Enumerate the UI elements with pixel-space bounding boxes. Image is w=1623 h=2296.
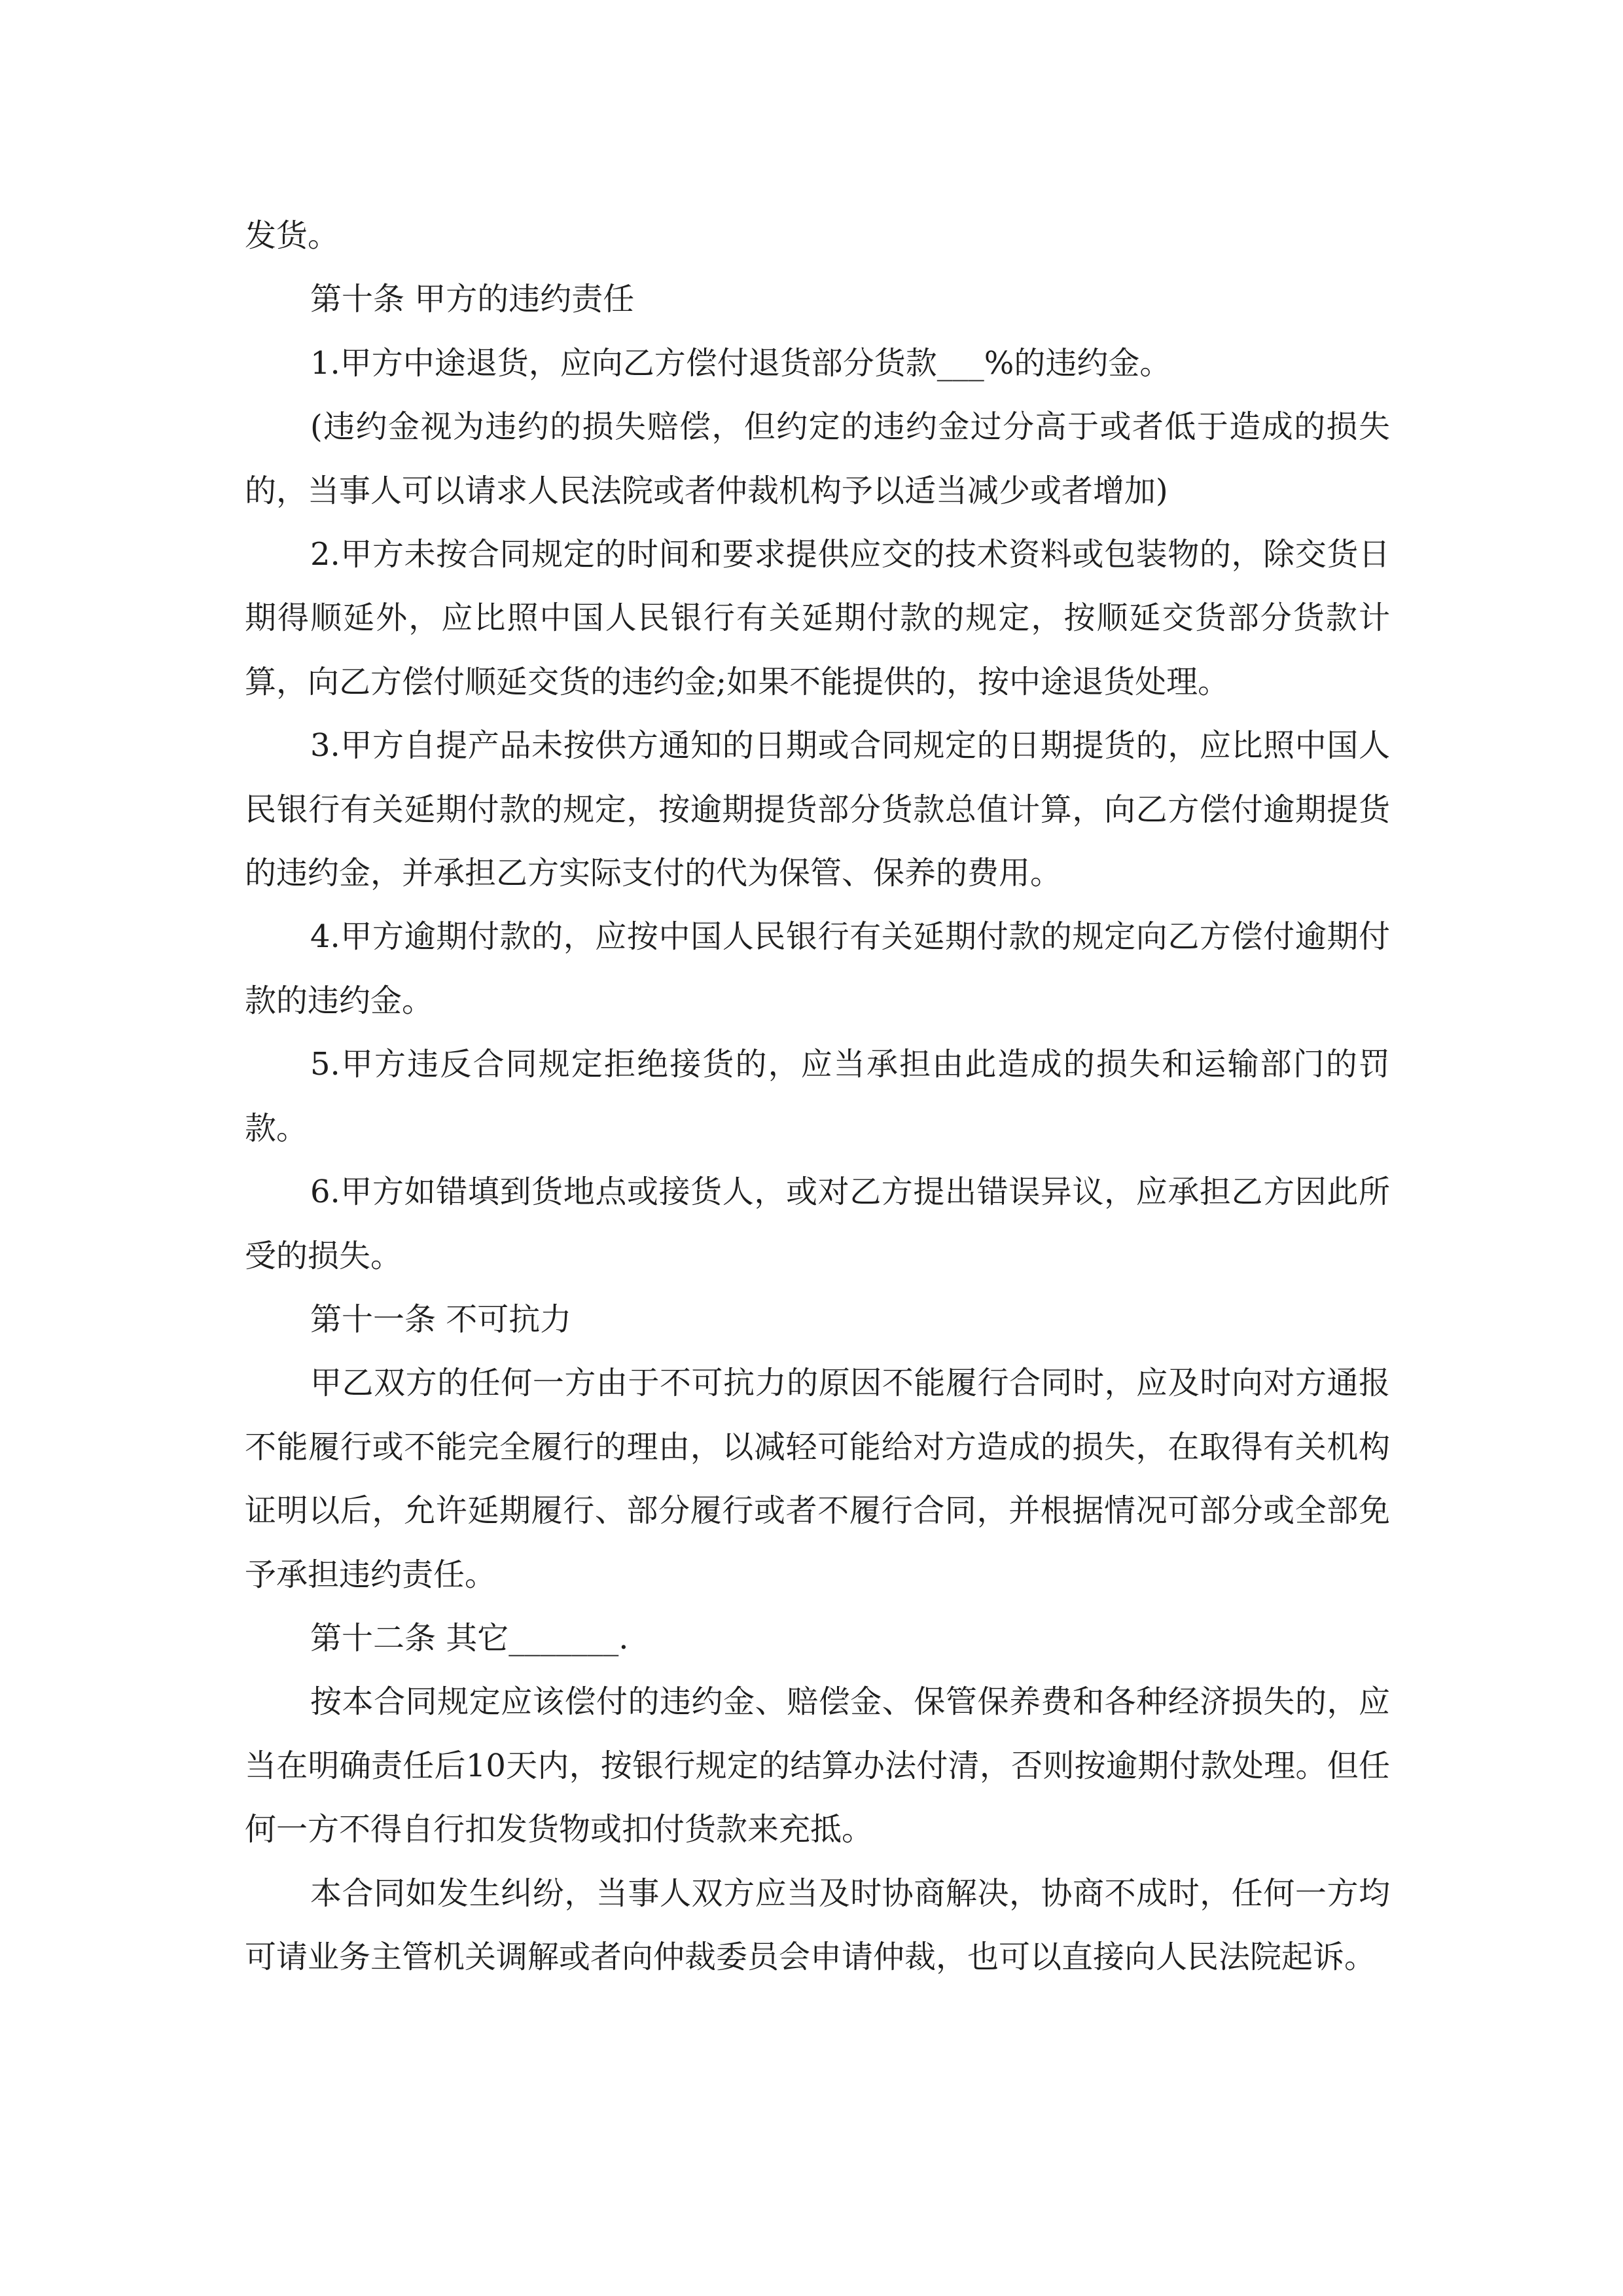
article-12-heading: 第十二条 其它_______. bbox=[310, 1619, 629, 1657]
clause-12-payment: 按本合同规定应该偿付的违约金、赔偿金、保管保养费和各种经济损失的，应当在明确责任后10天内，按银行规定的结算办法付清，否则按逾期付款处理。但任何一方不得自行扣发货物或扣付货款来充抵。 bbox=[245, 1683, 1390, 1848]
clause-10-6: 6.甲方如错填到货地点或接货人，或对乙方提出错误异议，应承担乙方因此所受的损失。 bbox=[245, 1174, 1390, 1274]
clause-12-dispute: 本合同如发生纠纷，当事人双方应当及时协商解决，协商不成时，任何一方均可请业务主管机关调解或者向仲裁委员会申请仲裁，也可以直接向人民法院起诉。 bbox=[245, 1874, 1390, 1975]
clause-11-body: 甲乙双方的任何一方由于不可抗力的原因不能履行合同时，应及时向对方通报不能履行或不能完全履行的理由，以减轻可能给对方造成的损失，在取得有关机构证明以后，允许延期履行、部分履行或者不履行合同，并根据情况可部分或全部免予承担违约责任。 bbox=[245, 1365, 1390, 1593]
article-11-heading: 第十一条 不可抗力 bbox=[310, 1300, 572, 1338]
clause-10-note: (违约金视为违约的损失赔偿，但约定的违约金过分高于或者低于造成的损失的，当事人可以请求人民法院或者仲裁机构予以适当减少或者增加) bbox=[245, 408, 1390, 509]
article-10-heading: 第十条 甲方的违约责任 bbox=[310, 281, 635, 318]
clause-10-5: 5.甲方违反合同规定拒绝接货的，应当承担由此造成的损失和运输部门的罚款。 bbox=[245, 1046, 1390, 1147]
clause-10-1: 1.甲方中途退货，应向乙方偿付退货部分货款___%的违约金。 bbox=[310, 344, 1171, 382]
paragraph-continuation: 发货。 bbox=[245, 217, 340, 254]
clause-10-4: 4.甲方逾期付款的，应按中国人民银行有关延期付款的规定向乙方偿付逾期付款的违约金。 bbox=[245, 918, 1390, 1019]
clause-10-3: 3.甲方自提产品未按供方通知的日期或合同规定的日期提货的，应比照中国人民银行有关延期付款的规定，按逾期提货部分货款总值计算，向乙方偿付逾期提货的违约金，并承担乙方实际支付的代为保管、保养的费用。 bbox=[245, 727, 1390, 892]
document-body bbox=[245, 204, 1390, 1989]
clause-10-2: 2.甲方未按合同规定的时间和要求提供应交的技术资料或包装物的，除交货日期得顺延外，应比照中国人民银行有关延期付款的规定，按顺延交货部分货款计算，向乙方偿付顺延交货的违约金;如果不能提供的，按中途退货处理。 bbox=[245, 536, 1390, 700]
